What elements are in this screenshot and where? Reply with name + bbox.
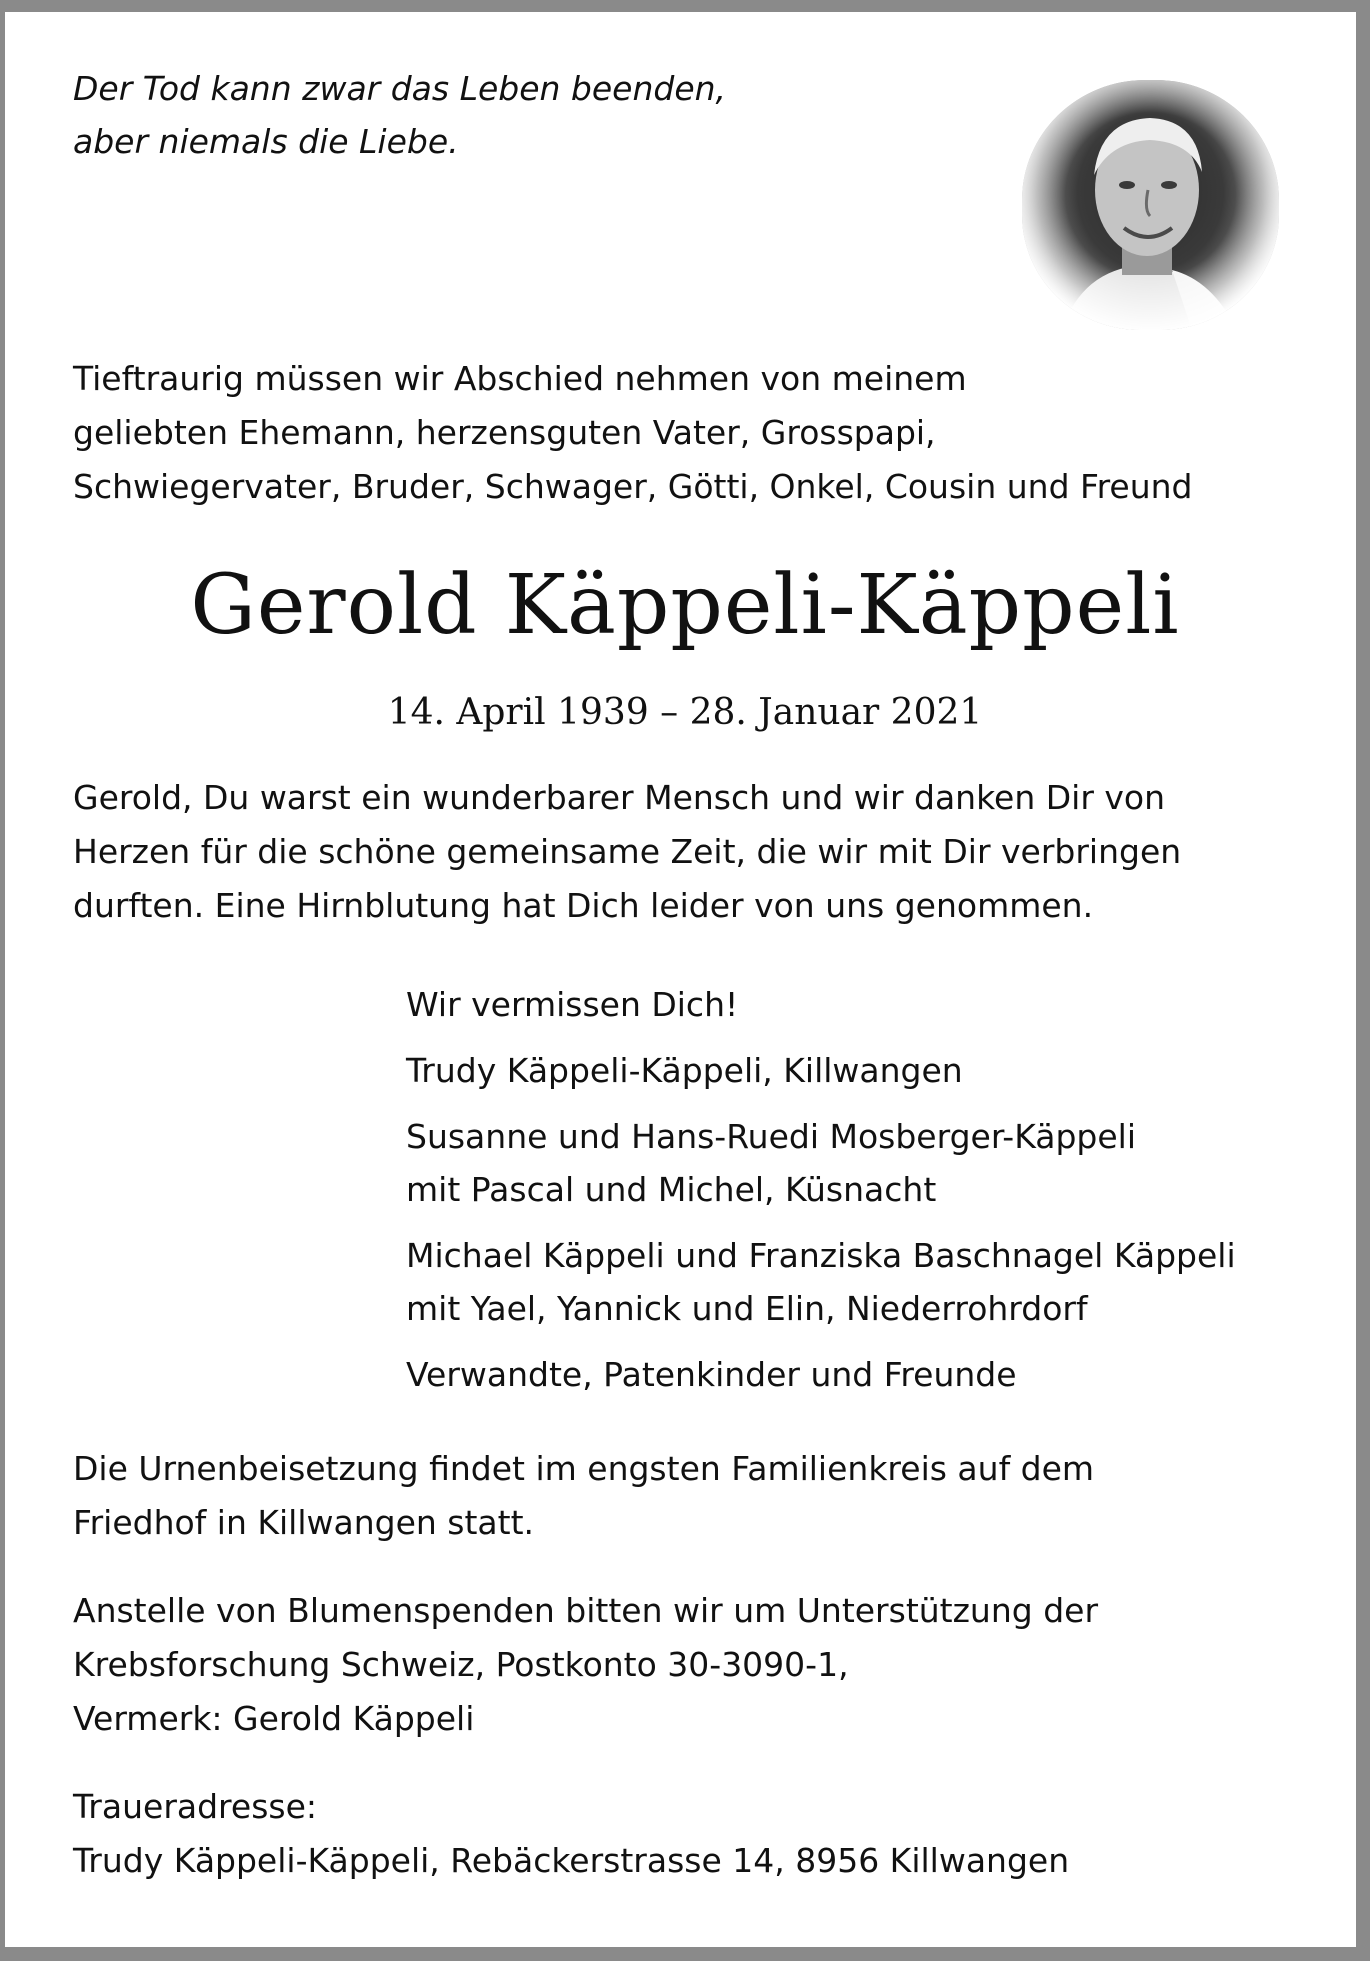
deceased-name: Gerold Käppeli-Käppeli: [190, 558, 1180, 653]
intro-line: Tieftraurig müssen wir Abschied nehmen von meinem: [73, 359, 967, 398]
family-group-son: [406, 1229, 1236, 1335]
donation-line: Anstelle von Blumenspenden bitten wir um Unterstützung der: [73, 1591, 1099, 1630]
memorial-verse: [73, 62, 726, 168]
portrait-illustration: [1022, 80, 1279, 330]
burial-paragraph: [73, 1442, 1094, 1550]
burial-line: Friedhof in Killwangen statt.: [73, 1503, 535, 1542]
family-group-relatives: [406, 1348, 1236, 1401]
life-dates: 14. April 1939 – 28. Januar 2021: [387, 692, 983, 733]
donation-line: Krebsforschung Schweiz, Postkonto 30-3090-1,: [73, 1645, 849, 1684]
intro-line: geliebten Ehemann, herzensguten Vater, Grosspapi,: [73, 413, 936, 452]
tribute-line: Herzen für die schöne gemeinsame Zeit, die wir mit Dir verbringen: [73, 832, 1182, 871]
family-line: Trudy Käppeli-Käppeli, Killwangen: [406, 1051, 963, 1090]
burial-line: Die Urnenbeisetzung findet im engsten Familienkreis auf dem: [73, 1449, 1095, 1488]
address-line: Trudy Käppeli-Käppeli, Rebäckerstrasse 14, 8956 Killwangen: [73, 1841, 1070, 1880]
family-line: mit Yael, Yannick und Elin, Niederrohrdorf: [406, 1289, 1088, 1328]
family-line: Susanne und Hans-Ruedi Mosberger-Käppeli: [406, 1117, 1137, 1156]
tribute-line: durften. Eine Hirnblutung hat Dich leider von uns genommen.: [73, 886, 1094, 925]
verse-line: Der Tod kann zwar das Leben beenden,: [73, 69, 727, 108]
miss-you-line: [406, 978, 1236, 1031]
family-line: Wir vermissen Dich!: [406, 985, 739, 1024]
portrait-photo: [1022, 80, 1279, 330]
intro-paragraph: [73, 352, 1193, 514]
tribute-line: Gerold, Du warst ein wunderbarer Mensch und wir danken Dir von: [73, 778, 1166, 817]
family-group-wife: [406, 1044, 1236, 1097]
donation-paragraph: [73, 1584, 1098, 1746]
family-line: Verwandte, Patenkinder und Freunde: [406, 1355, 1017, 1394]
family-line: Michael Käppeli und Franziska Baschnagel Käppeli: [406, 1236, 1236, 1275]
verse-line: aber niemals die Liebe.: [73, 122, 459, 161]
tribute-paragraph: [73, 771, 1181, 933]
intro-line: Schwiegervater, Bruder, Schwager, Götti, Onkel, Cousin und Freund: [73, 467, 1193, 506]
address-label: Traueradresse:: [73, 1787, 318, 1826]
family-signatures: [406, 978, 1236, 1414]
donation-line: Vermerk: Gerold Käppeli: [73, 1699, 475, 1738]
family-line: mit Pascal und Michel, Küsnacht: [406, 1170, 937, 1209]
mourning-address: [73, 1780, 1069, 1888]
family-group-daughter: [406, 1110, 1236, 1216]
